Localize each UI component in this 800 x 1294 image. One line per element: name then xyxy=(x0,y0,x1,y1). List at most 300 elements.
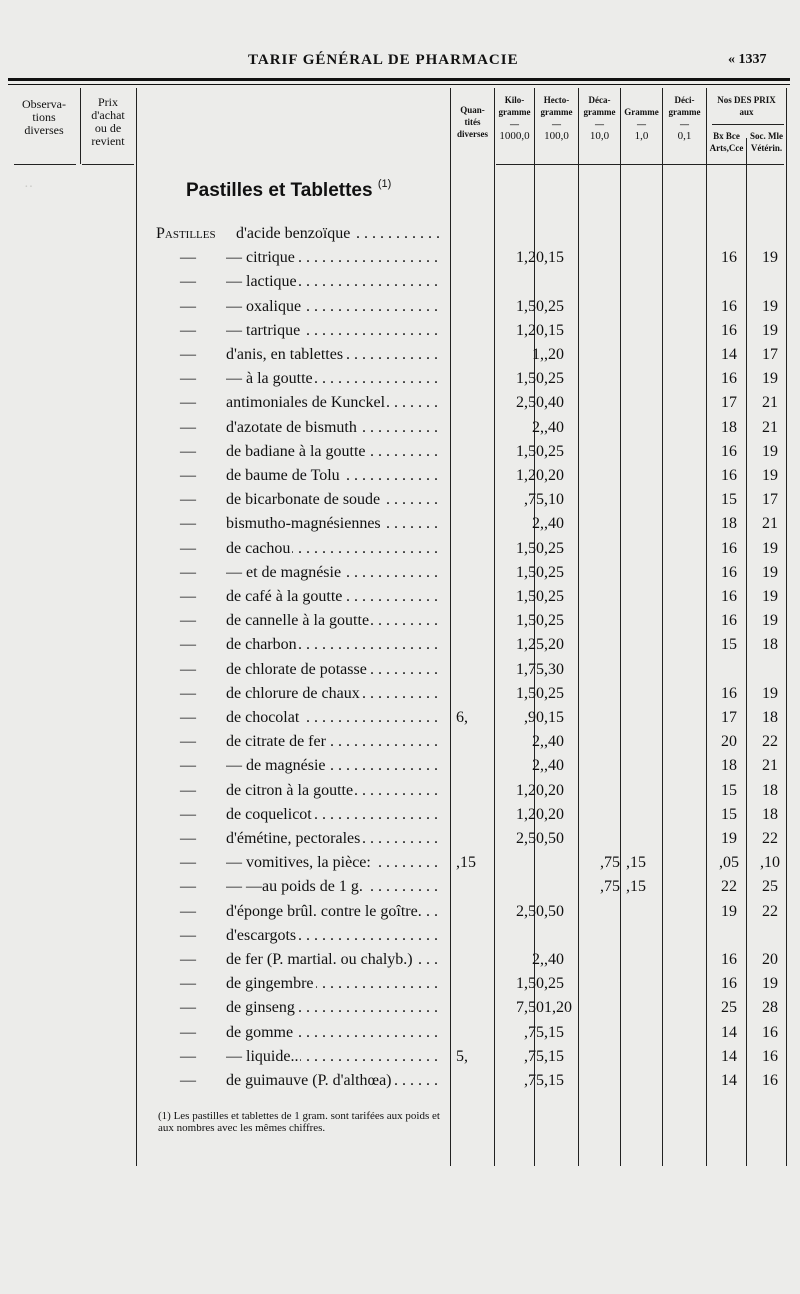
price-bx: 14 xyxy=(721,1072,737,1089)
header-hectogramme xyxy=(535,94,578,142)
header-prix-soc xyxy=(747,130,786,154)
header-prix-achat xyxy=(82,96,134,148)
header-quantites xyxy=(451,104,494,140)
header-line: 0,1 xyxy=(677,130,692,142)
header-underline xyxy=(496,164,784,165)
kilogramme-price: 1,20 xyxy=(516,805,544,823)
header-underline xyxy=(14,164,76,165)
row-prefix: — xyxy=(180,321,196,339)
header-line: Déci- xyxy=(674,95,695,105)
row-label-text: de citron à la goutte xyxy=(226,781,354,799)
row-label xyxy=(226,903,442,921)
running-title: TARIF GÉNÉRAL DE PHARMACIE xyxy=(248,52,519,68)
kilogramme-price: ,75 xyxy=(524,1023,544,1041)
price-bx: 18 xyxy=(721,515,737,533)
header-line: d'achat xyxy=(91,108,125,122)
kilogramme-price: 2, xyxy=(532,515,544,533)
row-label-text: bismutho-magnésiennes xyxy=(226,515,381,533)
table-row xyxy=(0,564,800,588)
quantity-value: 6, xyxy=(456,709,468,726)
row-label-text: de coquelicot xyxy=(226,805,312,823)
header-line: 100,0 xyxy=(544,130,569,142)
price-bx: 25 xyxy=(721,999,737,1017)
hectogramme-price: ,20 xyxy=(544,805,564,823)
row-prefix: — xyxy=(180,249,196,267)
row-label-text: de baume de Tolu xyxy=(226,467,340,484)
price-veterinaire: 19 xyxy=(762,612,778,630)
row-label-text: de chlorate de potasse xyxy=(226,660,367,678)
header-line: Déca- xyxy=(588,95,611,105)
price-veterinaire: 18 xyxy=(762,805,778,823)
row-label-text: de chlorure de chaux xyxy=(226,684,360,702)
row-prefix: — xyxy=(180,636,196,654)
hectogramme-price: ,15 xyxy=(544,321,564,339)
price-veterinaire: 17 xyxy=(762,346,778,363)
header-observations xyxy=(10,98,78,137)
row-prefix: — xyxy=(180,370,196,388)
kilogramme-price: 1,50 xyxy=(516,684,544,702)
table-row xyxy=(0,806,800,830)
row-label xyxy=(226,515,442,533)
price-veterinaire: 21 xyxy=(762,515,778,533)
price-bx: 16 xyxy=(721,249,737,267)
price-bx: 16 xyxy=(721,467,737,484)
row-prefix: — xyxy=(180,902,196,920)
price-bx: 19 xyxy=(721,902,737,920)
header-line: revient xyxy=(91,134,125,148)
price-veterinaire: 21 xyxy=(762,418,778,436)
row-prefix: — xyxy=(180,878,196,896)
row-label xyxy=(226,564,442,582)
quantity-value: ,15 xyxy=(456,854,476,872)
hectogramme-price: ,15 xyxy=(544,1023,564,1041)
row-label-text: de charbon xyxy=(226,636,297,654)
gramme-price: ,15 xyxy=(626,854,646,872)
row-prefix: — xyxy=(180,467,196,484)
hectogramme-price: ,40 xyxy=(544,418,564,436)
row-label-text: de café à la goutte xyxy=(226,588,343,605)
header-line: Kilo- xyxy=(504,95,525,105)
table-row xyxy=(0,273,800,297)
header-line: Gramme xyxy=(624,107,659,117)
row-prefix: — xyxy=(180,830,196,847)
gramme-price: ,15 xyxy=(626,878,646,896)
header-kilogramme xyxy=(495,94,534,142)
row-label xyxy=(226,273,442,291)
bleed-through-mark: ·· xyxy=(24,180,34,195)
row-label xyxy=(226,588,442,606)
price-veterinaire: 18 xyxy=(762,781,778,799)
row-prefix: — xyxy=(180,442,196,460)
col-divider xyxy=(80,88,81,164)
price-bx: 16 xyxy=(721,297,737,315)
hectogramme-price: ,40 xyxy=(544,951,564,968)
row-label-text: de cachou xyxy=(226,539,291,557)
row-label xyxy=(226,806,442,824)
price-veterinaire: 19 xyxy=(762,249,778,267)
row-prefix: — xyxy=(180,733,196,751)
kilogramme-price: 2,50 xyxy=(516,394,544,412)
row-label-text: de guimauve (P. d'althœa) xyxy=(226,1072,392,1089)
table-row xyxy=(0,757,800,781)
hectogramme-price: ,15 xyxy=(544,1047,564,1065)
header-line: Observa- xyxy=(22,97,66,111)
kilogramme-price: 1,50 xyxy=(516,370,544,388)
kilogramme-price: 1,20 xyxy=(516,249,544,267)
hectogramme-price: ,25 xyxy=(544,297,564,315)
header-prix-bx xyxy=(707,130,746,154)
hectogramme-price: ,50 xyxy=(544,902,564,920)
kilogramme-price: 2, xyxy=(532,418,544,436)
hectogramme-price: ,25 xyxy=(544,370,564,388)
price-bx: 15 xyxy=(721,781,737,799)
row-prefix: — xyxy=(180,757,196,775)
header-line: tions xyxy=(32,110,56,124)
table-row xyxy=(0,1072,800,1096)
row-label xyxy=(226,540,442,558)
price-veterinaire: 16 xyxy=(762,1023,778,1041)
row-label xyxy=(226,661,442,679)
row-label-text: — citrique xyxy=(226,249,295,267)
hectogramme-price: 1,20 xyxy=(544,999,572,1017)
price-bx: 16 xyxy=(721,370,737,388)
price-veterinaire: 18 xyxy=(762,636,778,654)
row-prefix: — xyxy=(180,854,196,872)
row-prefix: — xyxy=(180,588,196,605)
table-row xyxy=(0,1048,800,1072)
kilogramme-price: ,75 xyxy=(524,1072,544,1089)
table-row xyxy=(0,636,800,660)
kilogramme-price: 1,50 xyxy=(516,612,544,630)
row-label xyxy=(226,757,442,775)
price-veterinaire: 19 xyxy=(762,539,778,557)
page-number: « 1337 xyxy=(728,52,767,67)
header-line: gramme xyxy=(583,107,616,117)
header-line: gramme xyxy=(498,107,531,117)
header-decigramme xyxy=(663,94,706,142)
table-row xyxy=(0,298,800,322)
header-prix xyxy=(707,94,786,118)
header-line: — xyxy=(595,119,604,129)
row-label xyxy=(226,709,442,727)
row-prefix: — xyxy=(180,297,196,315)
price-bx: 17 xyxy=(721,394,737,412)
row-prefix: — xyxy=(180,926,196,944)
row-label-text: — liquide.. xyxy=(226,1047,299,1065)
footnote: (1) Les pastilles et tablettes de 1 gram. sont tarifées aux poids et aux nombres avec les mêmes chiffres. xyxy=(158,1110,440,1134)
row-prefix: — xyxy=(180,612,196,630)
header-line: Nos DES PRIX xyxy=(717,95,776,105)
kilogramme-price: 1,25 xyxy=(516,636,544,654)
row-prefix: — xyxy=(180,515,196,533)
row-label-text: — et de magnésie xyxy=(226,563,342,581)
row-label-text: de badiane à la goutte xyxy=(226,442,366,460)
row-prefix: — xyxy=(180,1072,196,1089)
price-bx: 15 xyxy=(721,805,737,823)
row-prefix: — xyxy=(180,781,196,799)
price-veterinaire: 20 xyxy=(762,951,778,968)
table-row xyxy=(0,225,800,249)
hectogramme-price: ,15 xyxy=(544,249,564,267)
table-row xyxy=(0,1024,800,1048)
header-line: 1,0 xyxy=(634,130,649,142)
hectogramme-price: ,25 xyxy=(544,539,564,557)
price-veterinaire: 19 xyxy=(762,297,778,315)
hectogramme-price: ,20 xyxy=(544,781,564,799)
row-label-text: — à la goutte xyxy=(226,370,313,388)
hectogramme-price: ,30 xyxy=(544,660,564,678)
price-bx: 18 xyxy=(721,418,737,436)
table-row xyxy=(0,491,800,515)
row-label xyxy=(226,394,442,412)
hectogramme-price: ,25 xyxy=(544,975,564,993)
price-bx: 14 xyxy=(721,346,737,363)
row-label xyxy=(226,733,442,751)
row-label xyxy=(226,1048,442,1066)
row-prefix: — xyxy=(180,563,196,581)
price-veterinaire: 28 xyxy=(762,999,778,1017)
row-label xyxy=(226,419,442,437)
table-row xyxy=(0,830,800,854)
hectogramme-price: ,40 xyxy=(544,757,564,775)
row-label xyxy=(226,467,442,485)
running-head xyxy=(0,52,800,72)
hectogramme-price: ,20 xyxy=(544,467,564,484)
top-rule-thin xyxy=(8,84,790,85)
table-row xyxy=(0,322,800,346)
price-bx: 20 xyxy=(721,733,737,751)
price-veterinaire: 22 xyxy=(762,733,778,751)
table-row xyxy=(0,999,800,1023)
table-row xyxy=(0,515,800,539)
price-bx: 16 xyxy=(721,612,737,630)
row-prefix: — xyxy=(180,805,196,823)
table-row xyxy=(0,878,800,902)
header-line: Quan- xyxy=(460,105,485,115)
row-prefix: — xyxy=(180,709,196,726)
row-label-text: d'acide benzoïque xyxy=(236,225,351,242)
header-line: aux xyxy=(739,107,754,117)
kilogramme-price: 7,50 xyxy=(516,999,544,1017)
row-label xyxy=(226,249,442,267)
table-row xyxy=(0,927,800,951)
price-bx: 16 xyxy=(721,563,737,581)
row-label-text: — de magnésie xyxy=(226,757,326,775)
row-label-text: d'anis, en tablettes xyxy=(226,346,344,363)
hectogramme-price: ,40 xyxy=(544,733,564,751)
table-row xyxy=(0,249,800,273)
row-label xyxy=(226,491,442,509)
top-rule xyxy=(8,78,790,81)
header-line: — xyxy=(552,119,561,129)
kilogramme-price: 1,20 xyxy=(516,321,544,339)
header-line: Soc. Mle xyxy=(750,131,783,141)
price-bx: 16 xyxy=(721,539,737,557)
kilogramme-price: 1,50 xyxy=(516,563,544,581)
price-bx: 19 xyxy=(721,830,737,847)
price-veterinaire: 18 xyxy=(762,709,778,726)
row-prefix: — xyxy=(180,660,196,678)
price-veterinaire: 19 xyxy=(762,588,778,605)
header-line: 1000,0 xyxy=(499,130,530,142)
table-row xyxy=(0,588,800,612)
row-label-text: — tartrique xyxy=(226,321,301,339)
row-label xyxy=(226,612,442,630)
row-label-text: de gomme xyxy=(226,1023,294,1041)
section-title xyxy=(186,180,391,202)
header-line: — xyxy=(680,119,689,129)
kilogramme-price: 1,20 xyxy=(516,467,544,484)
row-label xyxy=(226,975,442,993)
row-label xyxy=(226,854,442,872)
row-prefix: — xyxy=(180,418,196,436)
price-veterinaire: 19 xyxy=(762,321,778,339)
table-row xyxy=(0,540,800,564)
hectogramme-price: ,40 xyxy=(544,515,564,533)
row-prefix: — xyxy=(180,951,196,968)
row-label-text: d'émétine, pectorales xyxy=(226,830,361,847)
row-label xyxy=(226,298,442,316)
kilogramme-price: 1,75 xyxy=(516,660,544,678)
table-row xyxy=(0,661,800,685)
kilogramme-price: 1,50 xyxy=(516,539,544,557)
kilogramme-price: 1,20 xyxy=(516,781,544,799)
row-label-text: antimoniales de Kunckel xyxy=(226,394,386,412)
header-line: diverses xyxy=(457,129,488,139)
header-underline xyxy=(712,124,784,125)
header-line: gramme xyxy=(540,107,573,117)
hectogramme-price: ,10 xyxy=(544,491,564,509)
row-label xyxy=(226,999,442,1017)
row-label xyxy=(226,782,442,800)
header-line: 10,0 xyxy=(589,130,610,142)
hectogramme-price: ,15 xyxy=(544,1072,564,1089)
row-label xyxy=(226,1024,442,1042)
header-line: gramme xyxy=(668,107,701,117)
kilogramme-price: 2, xyxy=(532,733,544,751)
price-veterinaire: 21 xyxy=(762,394,778,412)
price-bx: 17 xyxy=(721,709,737,726)
price-veterinaire: 25 xyxy=(762,878,778,896)
header-gramme xyxy=(621,106,662,142)
row-label xyxy=(226,685,442,703)
row-prefix: — xyxy=(180,684,196,702)
price-bx: 16 xyxy=(721,588,737,605)
table-row xyxy=(0,394,800,418)
header-line: Prix xyxy=(97,95,118,109)
row-prefix: Pastilles xyxy=(156,225,216,242)
row-label-text: d'escargots xyxy=(226,926,297,944)
row-label xyxy=(236,225,442,243)
hectogramme-price: ,25 xyxy=(544,442,564,460)
table-row xyxy=(0,612,800,636)
table-row xyxy=(0,370,800,394)
price-veterinaire: 19 xyxy=(762,370,778,388)
price-veterinaire: 21 xyxy=(762,757,778,775)
kilogramme-price: 1,50 xyxy=(516,975,544,993)
row-label-text: — lactique xyxy=(226,273,297,291)
table-row xyxy=(0,419,800,443)
kilogramme-price: 2, xyxy=(532,951,544,968)
price-veterinaire: 19 xyxy=(762,975,778,993)
price-veterinaire: ,10 xyxy=(760,854,780,872)
kilogramme-price: ,75 xyxy=(524,1047,544,1065)
row-label-text: de gingembre xyxy=(226,975,314,993)
price-veterinaire: 19 xyxy=(762,442,778,460)
header-line: Arts,Cce xyxy=(709,143,744,153)
row-label xyxy=(226,370,442,388)
kilogramme-price: ,90 xyxy=(524,709,544,726)
row-label-text: de citrate de fer xyxy=(226,733,326,751)
kilogramme-price: 1,50 xyxy=(516,297,544,315)
row-label xyxy=(226,636,442,654)
kilogramme-price: 1,50 xyxy=(516,442,544,460)
row-label-text: d'éponge brûl. contre le goître. xyxy=(226,902,422,920)
price-bx: 16 xyxy=(721,951,737,968)
hectogramme-price: ,25 xyxy=(544,684,564,702)
kilogramme-price: ,75 xyxy=(524,491,544,509)
table-row xyxy=(0,951,800,975)
row-label-text: de ginseng xyxy=(226,999,295,1017)
table-row xyxy=(0,782,800,806)
price-veterinaire: 16 xyxy=(762,1047,778,1065)
row-label xyxy=(226,951,442,969)
row-prefix: — xyxy=(180,346,196,363)
table-row xyxy=(0,443,800,467)
quantity-value: 5, xyxy=(456,1047,468,1065)
table-row xyxy=(0,733,800,757)
table-row xyxy=(0,467,800,491)
table-row xyxy=(0,854,800,878)
table-row xyxy=(0,903,800,927)
row-label xyxy=(226,830,442,848)
row-label xyxy=(226,443,442,461)
header-line: — xyxy=(637,119,646,129)
row-label-text: — —au poids de 1 g. xyxy=(226,878,363,896)
row-prefix: — xyxy=(180,999,196,1017)
header-line: tités xyxy=(464,117,481,127)
kilogramme-price: 2,50 xyxy=(516,902,544,920)
header-line: — xyxy=(510,119,519,129)
row-label xyxy=(226,322,442,340)
hectogramme-price: ,40 xyxy=(544,394,564,412)
table-row xyxy=(0,709,800,733)
row-label-text: de bicarbonate de soude xyxy=(226,491,381,509)
row-label-text: de fer (P. martial. ou chalyb.) xyxy=(226,951,413,968)
price-bx: 14 xyxy=(721,1023,737,1041)
hectogramme-price: ,25 xyxy=(544,612,564,630)
price-bx: 15 xyxy=(721,491,737,509)
header-underline xyxy=(82,164,134,165)
row-prefix: — xyxy=(180,394,196,412)
header-line: Bx Bce xyxy=(713,131,740,141)
row-label-text: d'azotate de bismuth xyxy=(226,418,357,436)
kilogramme-price: 2, xyxy=(532,757,544,775)
row-label xyxy=(226,927,442,945)
header-line: Hecto- xyxy=(543,95,570,105)
price-veterinaire: 22 xyxy=(762,902,778,920)
row-prefix: — xyxy=(180,975,196,993)
row-prefix: — xyxy=(180,1047,196,1065)
hectogramme-price: ,50 xyxy=(544,830,564,847)
price-bx: ,05 xyxy=(719,854,739,872)
header-line: diverses xyxy=(24,123,64,137)
header-decagramme xyxy=(579,94,620,142)
row-label-text: — vomitives, la pièce: xyxy=(226,854,371,872)
row-prefix: — xyxy=(180,539,196,557)
price-bx: 16 xyxy=(721,684,737,702)
price-veterinaire: 19 xyxy=(762,684,778,702)
